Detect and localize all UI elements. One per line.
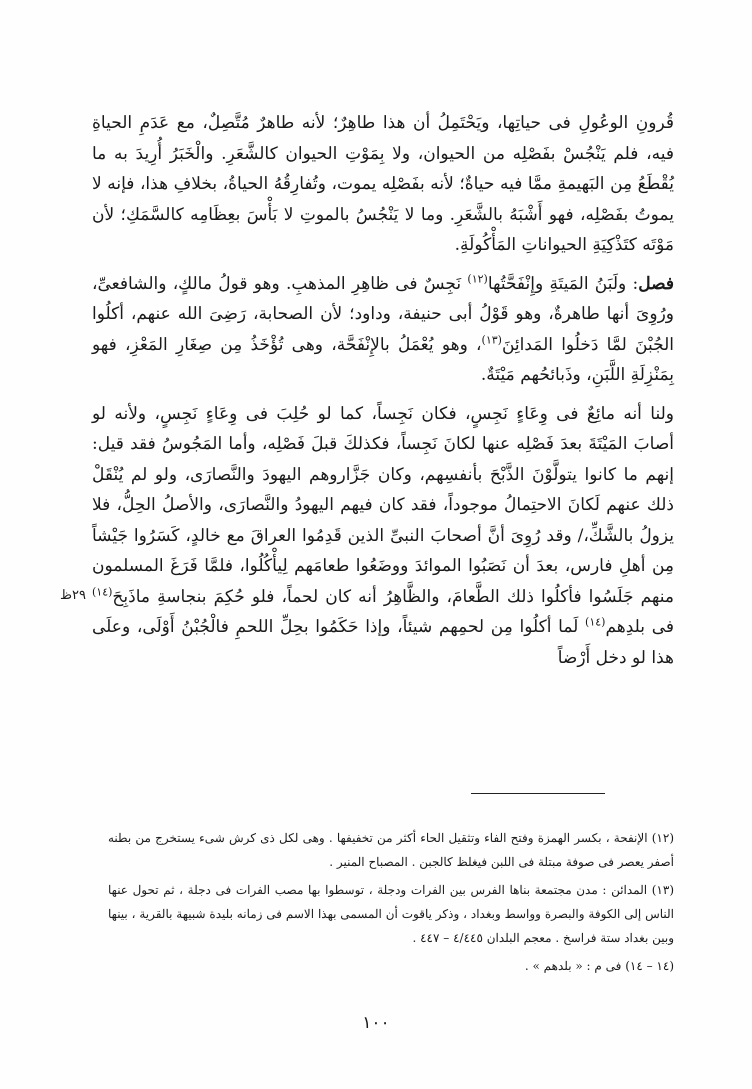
footnote-ref-14-end: (١٤) — [585, 615, 606, 629]
manuscript-folio-note: ٢٩ظ — [60, 588, 86, 603]
footnote-14: (١٤ – ١٤) فى م : « بلدهم » . — [524, 959, 674, 973]
footnote-ref-13: (١٣) — [481, 332, 502, 346]
paragraph-3 — [92, 399, 674, 674]
footnotes — [108, 826, 674, 982]
paragraph-3-text-b: فى بلدِهم — [605, 617, 674, 637]
page-number: ١٠٠ — [362, 1013, 390, 1033]
section-heading: فصل — [638, 273, 674, 294]
footnote-13: (١٣) المدائن : مدن مجتمعة بناها الفرس بين الفرات ودجلة ، توسطوا بها مصب الفرات فى دجلة ، ثم تحول عنها الناس إلى الكوفة والبصرة وواسط وبغداد ، وذكر ياقوت أن المسمى بهذا الاسم فى زمانه بليدة شبيهة بالقرية ، بينها وبين بغداد ستة فراسخ . معجم البلدان ٤/٤٤٥ – ٤٤٧ . — [108, 883, 674, 945]
footnote-ref-12: (١٢) — [467, 271, 488, 285]
main-text — [92, 108, 674, 673]
footnote-12: (١٢) الإنفحة ، بكسر الهمزة وفتح الفاء وتثقيل الحاء أكثر من تخفيفها . وهى لكل ذى كرش شىء يستخرج من بطنه أصفر يعصر فى صوفة مبتلة فى اللبن فيغلظ كالجبن . المصباح المنير . — [108, 831, 674, 869]
paragraph-2 — [92, 269, 674, 391]
paragraph-2-text-b: نَجِسٌ فى ظاهِرِ المذهبِ. وهو قولُ مالكٍ، والشافعىِّ، ورُوِىَ أنها طاهرةٌ، وهو قَوْلُ أبى حنيفة، وداود؛ لأن الصحابة، رَضِىَ الله عنهم، أكلُوا الجُبْنَ لمَّا دَخلُوا المَدائِنَ — [92, 273, 675, 355]
paragraph-3-text-c: لَما أكلُوا مِن لحمِهم شيئاً، وإذا حَكَمُوا بحِلِّ اللحمِ فالْجُبْنُ أَوْلَى، وعلَى هذا لو دخل أَرْضاً — [92, 617, 674, 668]
paragraph-2-text-a: : ولَبَنُ المَيتَةِ وإِنْفَحَّتُها — [487, 273, 639, 294]
paragraph-3-text-a: ولنا أنه مائِعٌ فى وِعَاءٍ نَجِسٍ، فكان نَجِساً، كما لو حُلِبَ فى وِعَاءٍ نَجِسٍ، ولأنه لو أصابَ المَيْتَةَ بعدَ فَصْلِه عنها لكانَ نَجِساً، فكذلكَ قبلَ فَصْلِه، وأما المَجُوسُ فقد قيل: إنهم ما كانوا يتولَّوْنَ الذَّبْحَ بأنفسِهم، وكان جَزَّاروهم اليهودَ والنَّصارَى، ولو لم يُنْقَلْ ذلك عنهم لَكانَ الاحتِمالُ موجوداً، فقد كان فيهم اليهودُ والنَّصارَى، والأصلُ الحِلُّ، فلا يزولُ بالشَّكِّ،/ وقد رُوِىَ أنَّ أصحابَ النبىِّ الذين قَدِمُوا العراقَ مع خالدٍ، كَسَرُوا جَيْشاً مِن أهلِ فارس، بعدَ أن نَصَبُوا الموائدَ ووضَعُوا طعامَهم لِيأْكُلُوا، فلمَّا فَرَغَ المسلمون منهم جَلَسُوا فأكلُوا ذلك الطَّعامَ، والظَّاهِرُ أنه كان لحماً، فلو حُكِمَ بنجاسةِ ماذَبِحَ — [92, 403, 674, 607]
footnote-divider — [471, 793, 605, 794]
footnote-ref-14-start: (١٤) — [92, 584, 113, 598]
paragraph-2-text-c: ، وهو يُعْمَلُ بالإِنْفَحَّة، وهى تُؤْخَذُ مِن صِغَارِ المَعْزِ، فهو بِمَنْزِلَةِ اللَّبَنِ، وذَبائحُهم مَيْتَةٌ. — [92, 334, 674, 385]
paragraph-1-text: قُرونِ الوعُولِ فى حياتِها، ويَحْتَمِلُ أن هذا طاهِرٌ؛ لأنه طاهرٌ مُتَّصِلٌ، مع عَدَمِ الحياةِ فيه، فلم يَنْجُسْ بفَصْلِه من الحيوان، ولا بِمَوْتِ الحيوان كالشَّعَرِ. والْخَبَرُ أُرِيدَ به ما يُقْطَعُ مِن البَهيمةِ ممَّا فيه حياةٌ؛ لأنه بفَصْلِه يموت، وتُفارِقُهُ الحياةُ، بخلافِ هذا، فإنه لا يموتُ بفَصْلِه، فهو أَشْبَهُ بالشَّعَرِ. وما لا يَنْجُسُ بالموتِ لا بَأْسَ بعِظَامِه كالسَّمَكِ؛ لأن مَوْتَه كتَذْكِيَةِ الحيواناتِ المَأْكُولَةِ. — [92, 113, 674, 255]
paragraph-1 — [92, 108, 674, 261]
